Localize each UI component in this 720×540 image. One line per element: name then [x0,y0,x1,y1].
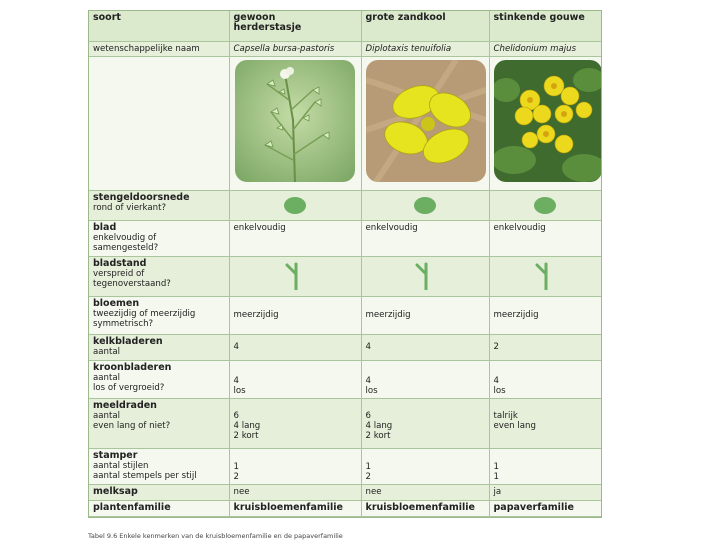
celandine-photo [494,60,602,182]
leaf-value-1: enkelvoudig [229,220,361,256]
sap-value-1: nee [229,484,361,500]
stem-cell-2 [361,190,489,220]
round-stem-icon [284,197,306,214]
leaf-arrangement-cell-2 [361,256,489,296]
petals-question: aantal los of vergroeid? [93,372,165,393]
pistil-title: stamper [93,449,138,461]
petals-label [89,360,229,398]
stamens-row [89,398,601,448]
scientific-name-1: Capsella bursa-pastoris [229,41,361,56]
family-label [89,500,229,516]
family-row [89,500,601,516]
family-value-2: kruisbloemenfamilie [361,500,489,516]
sap-title: melksap [93,485,138,497]
leaf-arrangement-cell-3 [489,256,601,296]
pistil-row [89,448,601,484]
sepals-question: aantal [93,346,121,357]
alternate-leaf-icon [532,260,558,290]
stem-question: rond of vierkant? [93,202,167,213]
leaf-value-3: enkelvoudig [489,220,601,256]
header-wall-rocket: grote zandkool [361,11,489,41]
leaf-arrangement-cell-1 [229,256,361,296]
petals-row [89,360,601,398]
sepals-value-3: 2 [489,334,601,360]
leaf-label [89,220,229,256]
flowers-title: bloemen [93,297,140,309]
stamens-value-3: talrijk even lang [489,398,601,448]
header-row [89,11,601,41]
round-stem-icon [414,197,436,214]
leaf-title: blad [93,221,117,233]
scientific-name-row [89,41,601,56]
leaf-arrangement-question: verspreid of tegenoverstaand? [93,268,171,289]
leaf-question: enkelvoudig of samengesteld? [93,232,159,253]
petals-value-3: 4 los [489,360,601,398]
family-value-1: kruisbloemenfamilie [229,500,361,516]
characteristics-table [88,10,602,518]
leaf-row [89,220,601,256]
stem-row [89,190,601,220]
petals-value-1: 4 los [229,360,361,398]
alternate-leaf-icon [412,260,438,290]
scientific-name-3: Chelidonium majus [489,41,601,56]
scientific-name-2: Diplotaxis tenuifolia [361,41,489,56]
stamens-value-2: 6 4 lang 2 kort [361,398,489,448]
sepals-title: kelkbladeren [93,335,163,347]
leaf-arrangement-label [89,256,229,296]
alternate-leaf-icon [282,260,308,290]
family-title: plantenfamilie [93,501,171,513]
header-celandine: stinkende gouwe [489,11,601,41]
leaf-arrangement-title: bladstand [93,257,147,269]
flowers-value-3: meerzijdig [489,296,601,334]
pistil-question: aantal stijlen aantal stempels per stijl [93,460,197,481]
family-value-3: papaverfamilie [489,500,601,516]
stamens-question: aantal even lang of niet? [93,410,171,431]
pistil-value-3: 1 1 [489,448,601,484]
wall-rocket-photo [366,60,486,182]
sap-label [89,484,229,500]
stem-cell-3 [489,190,601,220]
sepals-row [89,334,601,360]
photo-cell-1 [229,56,361,190]
stamens-label [89,398,229,448]
pistil-label [89,448,229,484]
petals-title: kroonbladeren [93,361,172,373]
stamens-value-1: 6 4 lang 2 kort [229,398,361,448]
photo-row [89,56,601,190]
sap-value-3: ja [489,484,601,500]
flowers-question: tweezijdig of meerzijdig symmetrisch? [93,308,196,329]
flowers-value-2: meerzijdig [361,296,489,334]
sap-row [89,484,601,500]
photo-cell-3 [489,56,601,190]
sepals-value-2: 4 [361,334,489,360]
stem-title: stengeldoorsnede [93,191,190,203]
flowers-row [89,296,601,334]
leaf-value-2: enkelvoudig [361,220,489,256]
flowers-label [89,296,229,334]
flowers-value-1: meerzijdig [229,296,361,334]
round-stem-icon [534,197,556,214]
stem-cell-1 [229,190,361,220]
stem-label [89,190,229,220]
header-shepherds-purse: gewoon herderstasje [229,11,361,41]
petals-value-2: 4 los [361,360,489,398]
sap-value-2: nee [361,484,489,500]
pistil-value-2: 1 2 [361,448,489,484]
sepals-value-1: 4 [229,334,361,360]
scientific-name-label: wetenschappelijke naam [89,41,229,56]
stamens-title: meeldraden [93,399,157,411]
photo-label-empty [89,56,229,190]
pistil-value-1: 1 2 [229,448,361,484]
photo-cell-2 [361,56,489,190]
shepherds-purse-photo [235,60,355,182]
table-caption: Tabel 9.6 Enkele kenmerken van de kruisbloemenfamilie en de papaverfamilie [88,532,343,540]
sepals-label [89,334,229,360]
header-species: soort [89,11,229,41]
leaf-arrangement-row [89,256,601,296]
